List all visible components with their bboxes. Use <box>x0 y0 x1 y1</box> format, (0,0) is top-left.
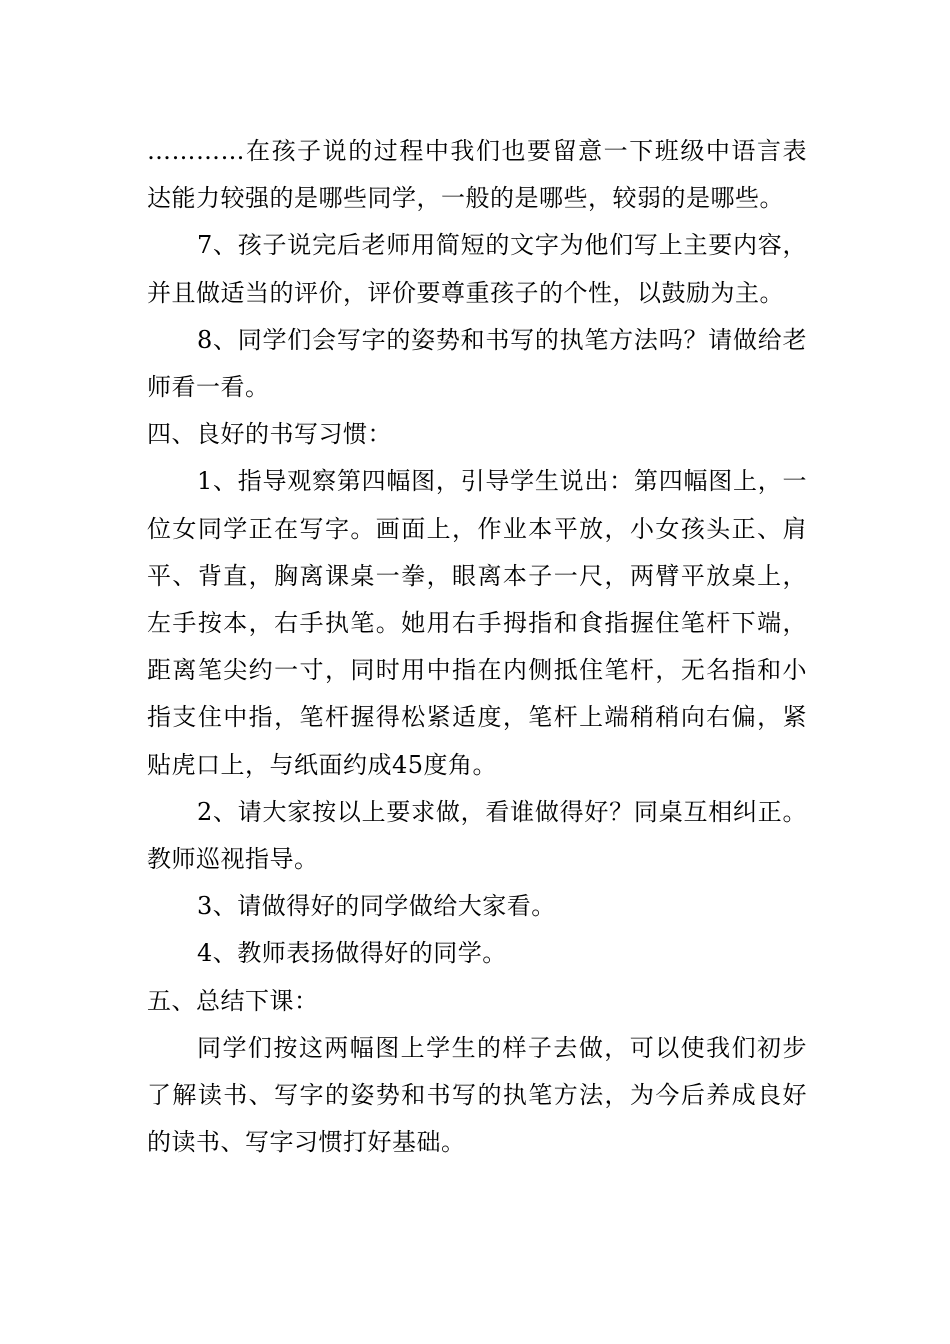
section-heading-4: 四、良好的书写习惯： <box>147 420 392 449</box>
paragraph-section4-step-1: 1、指导观察第四幅图，引导学生说出：第四幅图上，一位女同学正在写字。画面上，作业本平放，小女孩头正、肩平、背直，胸离课桌一拳，眼离本子一尺，两臂平放桌上，左手按本，右手执笔。她用右手拇指和食指握住笔杆下端，距离笔尖约一寸，同时用中指在内侧抵住笔杆，无名指和小指支住中指，笔杆握得松紧适度，笔杆上端稍稍向右偏，紧贴虎口上，与纸面约成45度角。 <box>147 467 807 779</box>
paragraph-section4-step-4: 4、教师表扬做得好的同学。 <box>197 939 507 968</box>
paragraph-section4-step-2: 2、请大家按以上要求做，看谁做得好？同桌互相纠正。教师巡视指导。 <box>147 797 807 874</box>
paragraph-continuation: …………在孩子说的过程中我们也要留意一下班级中语言表达能力较强的是哪些同学，一般的是哪些，较弱的是哪些。 <box>147 137 807 213</box>
paragraph-summary: 同学们按这两幅图上学生的样子去做，可以使我们初步了解读书、写字的姿势和书写的执笔方法，为今后养成良好的读书、写字习惯打好基础。 <box>147 1033 807 1157</box>
document-body <box>147 128 807 1166</box>
section-heading-5: 五、总结下课： <box>147 986 319 1015</box>
paragraph-step-8: 8、同学们会写字的姿势和书写的执笔方法吗？请做给老师看一看。 <box>147 325 807 402</box>
paragraph-step-7: 7、孩子说完后老师用简短的文字为他们写上主要内容，并且做适当的评价，评价要尊重孩子的个性，以鼓励为主。 <box>147 231 807 307</box>
paragraph-section4-step-3: 3、请做得好的同学做给大家看。 <box>197 892 556 921</box>
